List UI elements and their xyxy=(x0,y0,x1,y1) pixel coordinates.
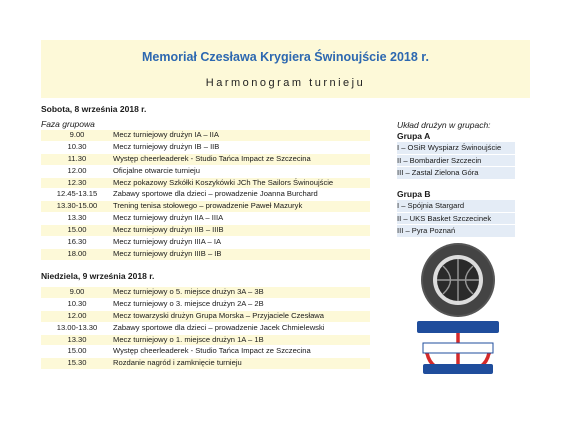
groups-label: Układ drużyn w grupach: xyxy=(397,120,491,130)
time-cell: 13.30 xyxy=(67,213,87,223)
table-row xyxy=(41,154,370,166)
event-cell: Mecz turniejowy drużyn IA – IIA xyxy=(113,130,219,139)
event-cell: Trening tenisa stołowego – prowadzenie Paweł Mazuryk xyxy=(113,201,303,211)
list-item: I – OSiR Wyspiarz Świnoujście xyxy=(397,142,515,155)
time-cell: 12.00 xyxy=(67,310,87,320)
time-cell: 10.30 xyxy=(67,141,87,151)
list-item: II – Bombardier Szczecin xyxy=(397,155,515,168)
event-cell: Zabawy sportowe dla dzieci – prowadzenie Jacek Chmielewski xyxy=(113,322,325,332)
day1-label: Sobota, 8 września 2018 r. xyxy=(41,104,147,114)
event-cell: Mecz towarzyski drużyn Grupa Morska – Przyjaciele Czesława xyxy=(113,310,325,320)
memorial-logo xyxy=(419,241,497,319)
header-box xyxy=(41,40,530,98)
group-b-list xyxy=(397,200,515,238)
time-cell: 12.30 xyxy=(67,177,87,187)
table-row xyxy=(41,346,370,358)
group-a-title: Grupa A xyxy=(397,131,431,141)
table-row xyxy=(41,299,370,311)
table-row xyxy=(41,142,370,154)
time-cell: 15.30 xyxy=(67,358,87,368)
event-cell: Mecz turniejowy o 3. miejsce drużyn 2A – 2B xyxy=(113,298,264,308)
event-cell: Oficjalne otwarcie turnieju xyxy=(113,165,200,175)
time-cell: 10.30 xyxy=(67,298,87,308)
event-cell: Mecz turniejowy drużyn IB – IIB xyxy=(113,141,220,151)
event-cell: Mecz turniejowy drużyn IIIB – IB xyxy=(113,248,222,258)
time-cell: 12.45-13.15 xyxy=(56,189,98,199)
day1-schedule xyxy=(41,130,370,261)
event-cell: Rozdanie nagród i zamknięcie turnieju xyxy=(113,358,242,368)
event-cell: Mecz turniejowy drużyn IIIA – IA xyxy=(113,237,222,247)
list-item: II – UKS Basket Szczecinek xyxy=(397,213,515,226)
event-cell: Występ cheerleaderek - Studio Tańca Impact ze Szczecina xyxy=(113,153,311,163)
grupa-morska-logo xyxy=(409,319,507,377)
phase-label: Faza grupowa xyxy=(41,119,95,129)
event-cell: Zabawy sportowe dla dzieci – prowadzenie Joanna Burchard xyxy=(113,189,318,199)
time-cell: 13.00-13.30 xyxy=(56,322,98,332)
time-cell: 18.00 xyxy=(67,248,87,258)
time-cell: 13.30 xyxy=(67,334,87,344)
table-row xyxy=(41,213,370,225)
day2-label: Niedziela, 9 września 2018 r. xyxy=(41,271,155,281)
time-cell: 15.00 xyxy=(67,346,87,356)
time-cell: 16.30 xyxy=(67,237,87,247)
time-cell: 11.30 xyxy=(67,153,87,163)
event-cell: Mecz turniejowy o 1. miejsce drużyn 1A – 1B xyxy=(113,334,264,344)
table-row xyxy=(41,201,370,213)
page-subtitle: Harmonogram turnieju xyxy=(205,77,366,89)
table-row xyxy=(41,249,370,261)
event-cell: Mecz turniejowy drużyn IIB – IIIB xyxy=(113,225,224,235)
table-row xyxy=(41,189,370,201)
time-cell: 13.30-15.00 xyxy=(56,201,98,211)
table-row xyxy=(41,323,370,335)
table-row xyxy=(41,130,370,142)
table-row xyxy=(41,237,370,249)
table-row xyxy=(41,287,370,299)
day2-schedule xyxy=(41,287,370,370)
time-cell: 9.00 xyxy=(69,130,85,139)
event-cell: Mecz pokazowy Szkółki Koszykówki JCh The Sailors Świnoujście xyxy=(113,177,334,187)
group-b-title: Grupa B xyxy=(397,189,431,199)
basketball-icon xyxy=(437,259,479,301)
table-row xyxy=(41,311,370,323)
table-row xyxy=(41,358,370,370)
group-a-list xyxy=(397,142,515,180)
list-item: I – Spójnia Stargard xyxy=(397,200,515,213)
list-item: III – Zastal Zielona Góra xyxy=(397,167,515,180)
table-row xyxy=(41,178,370,190)
event-cell: Mecz turniejowy drużyn IIA – IIIA xyxy=(113,213,224,223)
page-title: Memoriał Czesława Krygiera Świnoujście 2018 r. xyxy=(142,50,429,64)
table-row xyxy=(41,225,370,237)
time-cell: 9.00 xyxy=(69,287,85,296)
list-item: III – Pyra Poznań xyxy=(397,225,515,238)
time-cell: 15.00 xyxy=(67,225,87,235)
table-row xyxy=(41,166,370,178)
event-cell: Występ cheerleaderek - Studio Tańca Impact ze Szczecina xyxy=(113,346,311,356)
time-cell: 12.00 xyxy=(67,165,87,175)
event-cell: Mecz turniejowy o 5. miejsce drużyn 3A – 3B xyxy=(113,287,264,296)
table-row xyxy=(41,335,370,347)
